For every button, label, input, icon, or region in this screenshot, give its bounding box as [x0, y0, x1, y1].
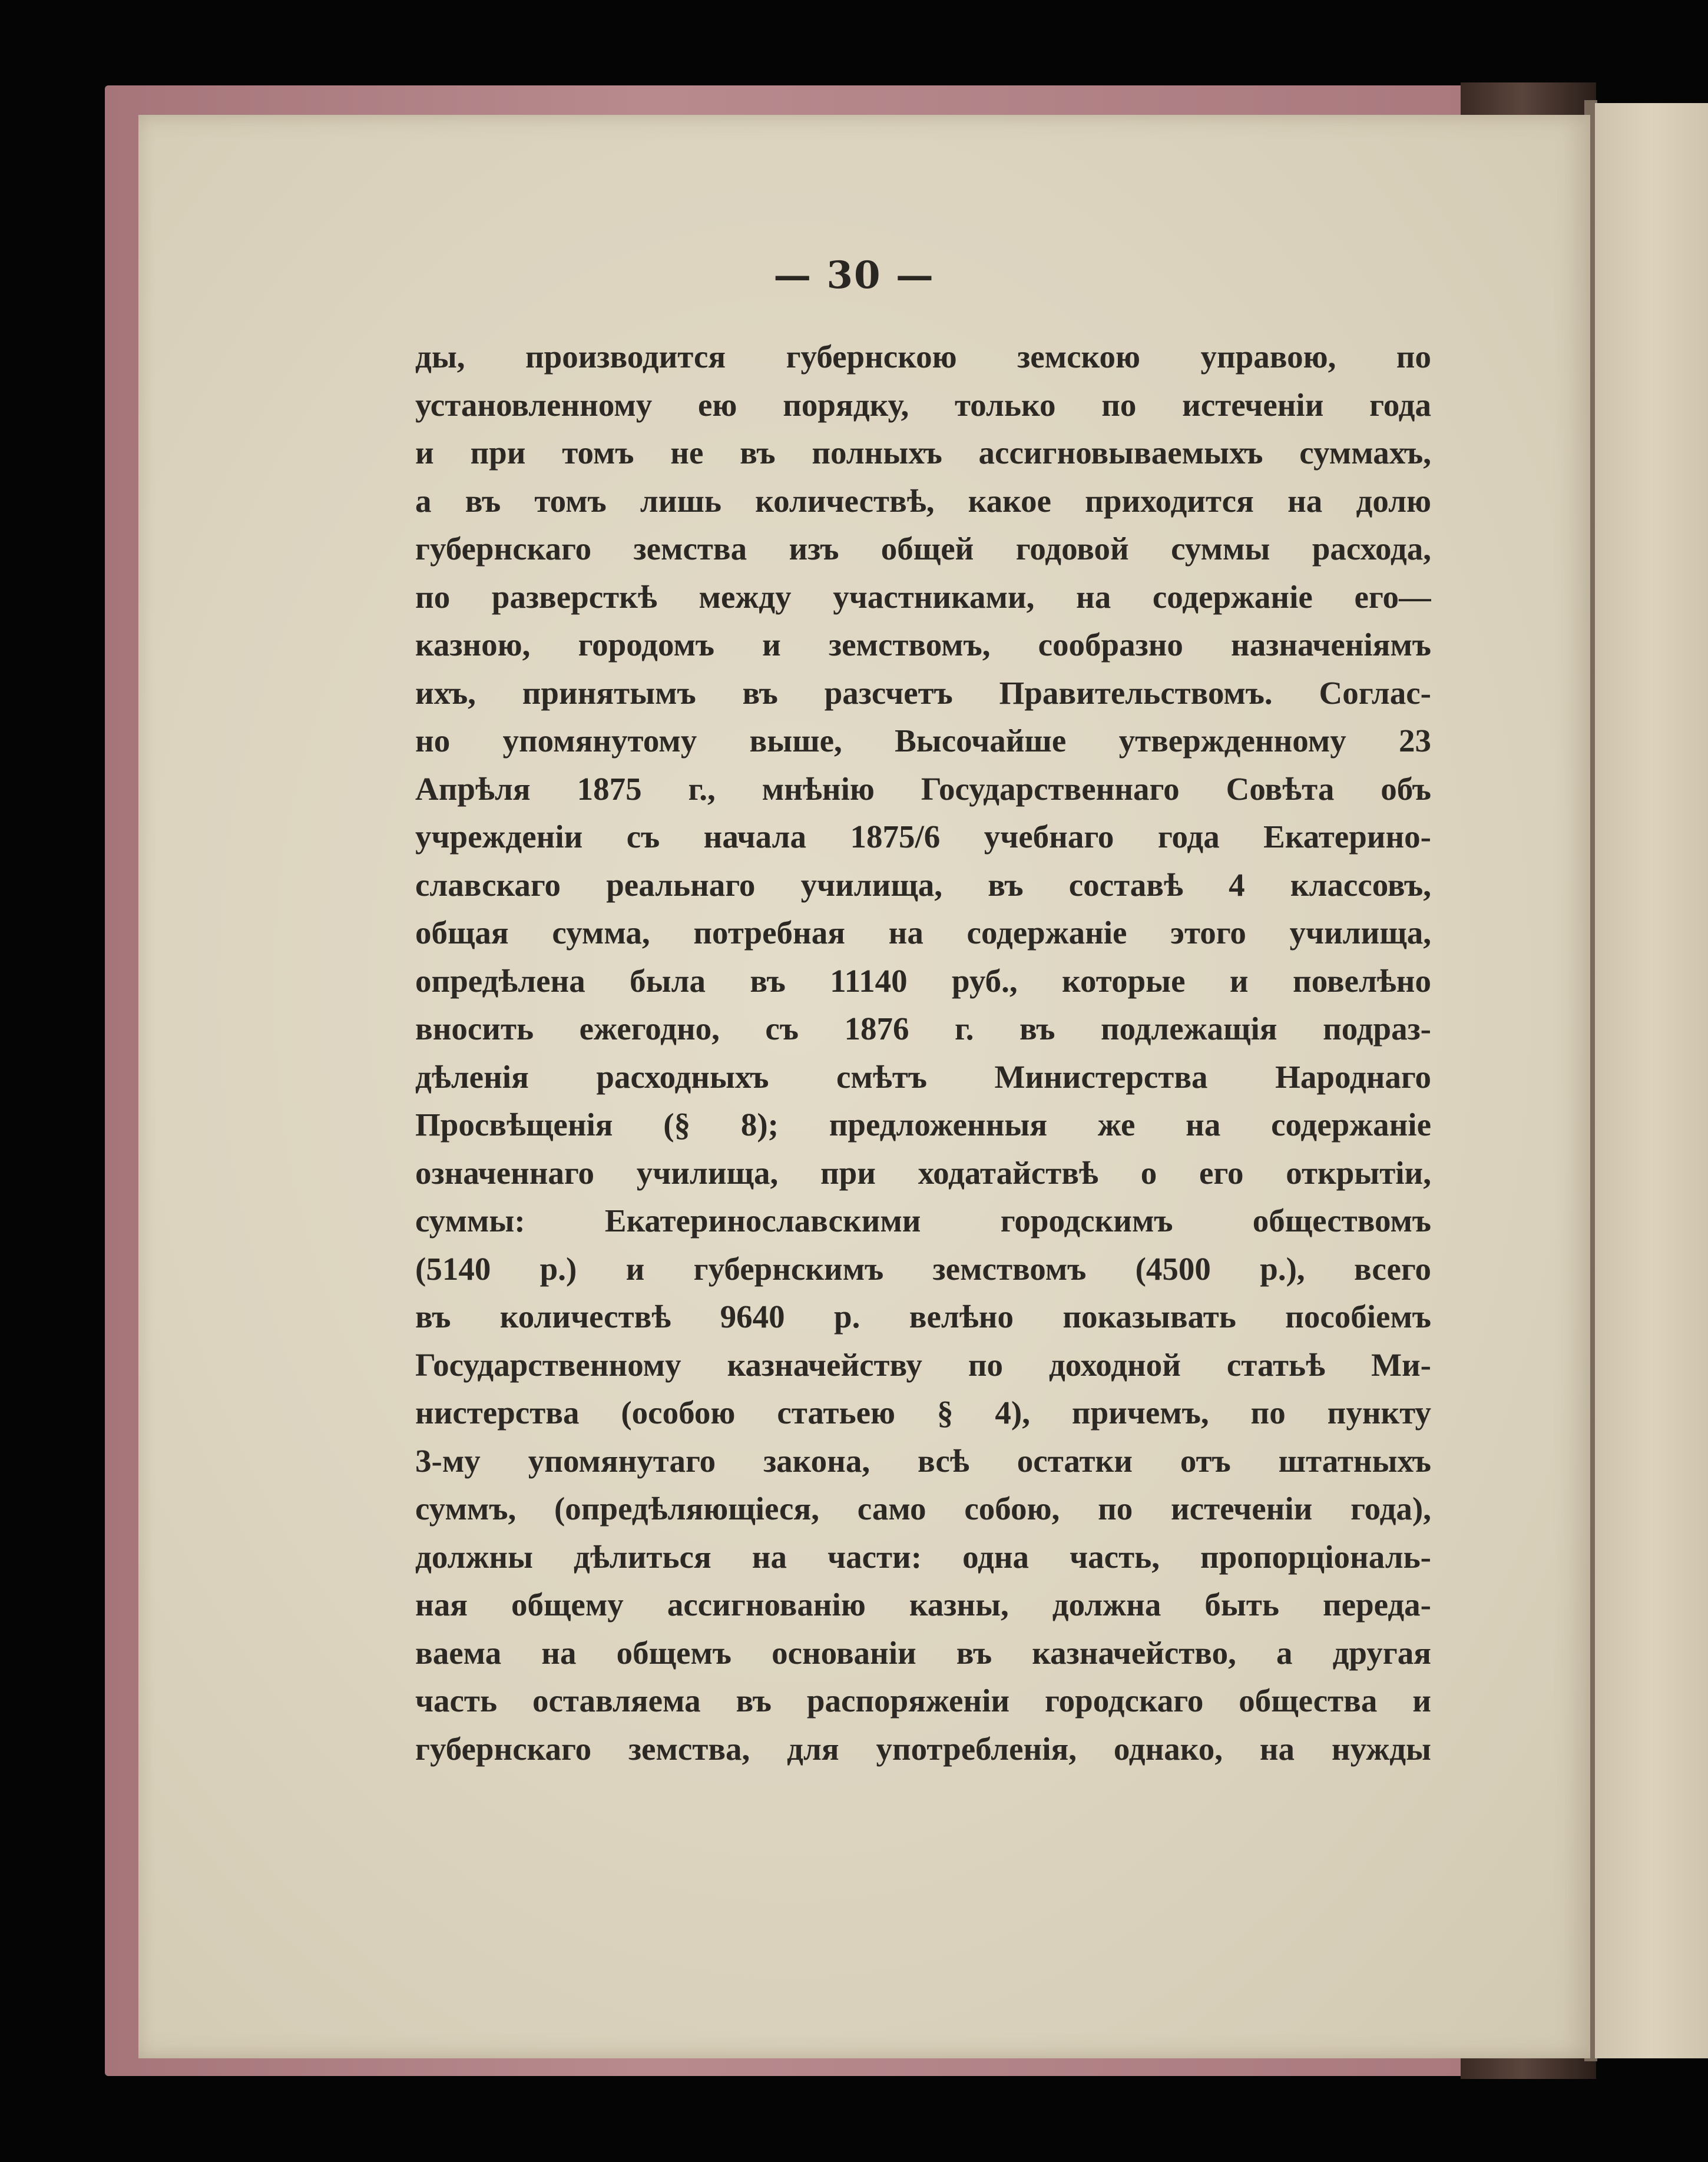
- page-number: — 30 —: [773, 253, 935, 297]
- text-line: ваема на общемъ основаніи въ казначейство, а другая: [415, 1634, 1431, 1671]
- text-line: вносить ежегодно, съ 1876 г. въ подлежащія подраз-: [415, 1011, 1431, 1047]
- text-line: учрежденіи съ начала 1875/6 учебнаго года Екатерино-: [415, 819, 1431, 855]
- text-line: Государственному казначейству по доходной статьѣ Ми-: [415, 1346, 1431, 1383]
- text-line: нистерства (особою статьею § 4), причемъ, по пункту: [415, 1395, 1431, 1431]
- text-line: опредѣлена была въ 11140 руб., которые и повелѣно: [415, 962, 1431, 999]
- text-line: Просвѣщенія (§ 8); предложенныя же на содержаніе: [415, 1107, 1431, 1143]
- text-line: означеннаго училища, при ходатайствѣ о его открытіи,: [415, 1154, 1431, 1191]
- text-line: губернскаго земства изъ общей годовой суммы расхода,: [415, 531, 1431, 567]
- page-text: [415, 333, 1431, 1773]
- text-line: суммъ, (опредѣляющіеся, само собою, по истеченіи года),: [415, 1491, 1431, 1527]
- text-line: дѣленія расходныхъ смѣтъ Министерства Народнаго: [415, 1058, 1431, 1095]
- text-line: а въ томъ лишь количествѣ, какое приходится на долю: [415, 482, 1431, 519]
- text-line: ная общему ассигнованію казны, должна быть переда-: [415, 1587, 1431, 1623]
- text-line: и при томъ не въ полныхъ ассигновываемыхъ суммахъ,: [415, 435, 1431, 471]
- text-line: губернскаго земства, для употребленія, однако, на нужды: [415, 1730, 1431, 1767]
- text-line: ды, производится губернскою земскою управою, по: [415, 339, 1431, 375]
- text-line: но упомянутому выше, Высочайше утвержденному 23: [415, 723, 1431, 759]
- text-line: (5140 р.) и губернскимъ земствомъ (4500 р.), всего: [415, 1250, 1431, 1287]
- text-line: установленному ею порядку, только по истеченіи года: [415, 386, 1431, 423]
- text-line: ихъ, принятымъ въ разсчетъ Правительствомъ. Соглас-: [415, 674, 1431, 711]
- text-line: славскаго реальнаго училища, въ составѣ 4 классовъ,: [415, 866, 1431, 903]
- text-line: въ количествѣ 9640 р. велѣно показывать пособіемъ: [415, 1299, 1431, 1335]
- next-page-edge: [1595, 103, 1708, 2058]
- text-line: общая сумма, потребная на содержаніе этого училища,: [415, 915, 1431, 951]
- text-line: казною, городомъ и земствомъ, сообразно назначеніямъ: [415, 627, 1431, 663]
- text-line: часть оставляема въ распоряженіи городскаго общества и: [415, 1683, 1431, 1719]
- text-line: 3-му упомянутаго закона, всѣ остатки отъ штатныхъ: [415, 1442, 1431, 1479]
- text-line: суммы: Екатеринославскими городскимъ обществомъ: [415, 1203, 1431, 1239]
- text-line: должны дѣлиться на части: одна часть, пропорціональ-: [415, 1538, 1431, 1575]
- text-line: Апрѣля 1875 г., мнѣнію Государственнаго Совѣта объ: [415, 770, 1431, 807]
- text-line: по разверсткѣ между участниками, на содержаніе его—: [415, 578, 1431, 615]
